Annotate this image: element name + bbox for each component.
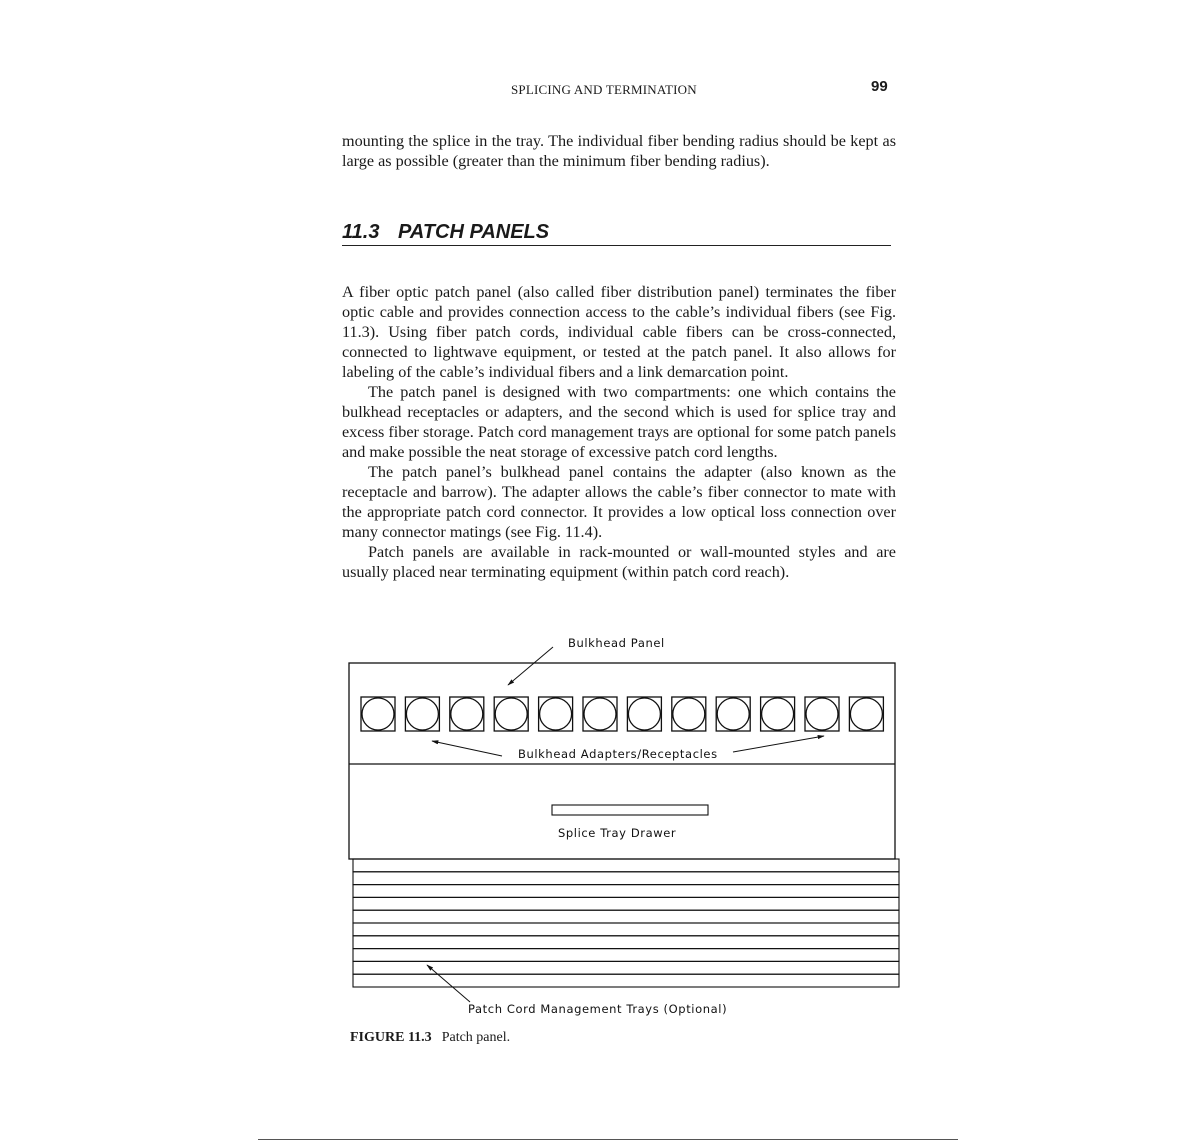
- running-head: SPLICING AND TERMINATION: [511, 82, 697, 97]
- bulkhead-panel-label: Bulkhead Panel: [568, 636, 665, 650]
- adapters-label: Bulkhead Adapters/Receptacles: [518, 747, 718, 761]
- section-title: PATCH PANELS: [398, 221, 550, 243]
- patch-cord-tray: [353, 923, 899, 936]
- bulkhead-adapter: [627, 697, 661, 731]
- bulkhead-adapter: [583, 697, 617, 731]
- patch-panel-figure: [340, 628, 910, 1018]
- adapters-arrow-right: [733, 736, 824, 752]
- section-number: 11.3: [342, 221, 380, 243]
- caption-id: FIGURE 11.3: [350, 1030, 432, 1045]
- paragraph: mounting the splice in the tray. The individual fiber bending radius should be kept as large as possible (greater than the minimum fiber bending radius).: [342, 132, 896, 170]
- bulkhead-adapter: [539, 697, 573, 731]
- patch-cord-tray: [353, 885, 899, 898]
- patch-cord-tray: [353, 859, 899, 872]
- patch-cord-trays: [353, 859, 899, 987]
- patch-trays-label: Patch Cord Management Trays (Optional): [468, 1002, 728, 1016]
- figure-caption: [350, 1030, 510, 1046]
- intro-paragraph: [342, 131, 896, 171]
- paragraph: The patch panel’s bulkhead panel contains the adapter (also known as the receptacle and barrow). The adapter allows the cable’s fiber connector to mate with the appropriate patch cord connector. It provides a low optical loss connection over many connector matings (see Fig. 11.4).: [342, 463, 896, 541]
- patch-cord-tray: [353, 897, 899, 910]
- bulkhead-adapter: [849, 697, 883, 731]
- patch-cord-tray: [353, 949, 899, 962]
- patch-cord-tray: [353, 936, 899, 949]
- bulkhead-adapter: [716, 697, 750, 731]
- bulkhead-adapter: [761, 697, 795, 731]
- bottom-rule: [258, 1139, 958, 1140]
- bulkhead-adapter: [494, 697, 528, 731]
- paragraph: The patch panel is designed with two compartments: one which contains the bulkhead receptacles or adapters, and the second which is used for splice tray and excess fiber storage. Patch cord management trays are optional for some patch panels and make possible the neat storage of excessive patch cord lengths.: [342, 383, 896, 461]
- patch-cord-tray: [353, 872, 899, 885]
- patch-panel-diagram: [340, 628, 910, 1018]
- page-number: 99: [871, 78, 888, 95]
- adapters-arrow-left: [432, 741, 502, 756]
- patch-cord-tray: [353, 974, 899, 987]
- paragraph: A fiber optic patch panel (also called fiber distribution panel) terminates the fiber optic cable and provides connection access to the cable’s individual fibers (see Fig. 11.3). Using fiber patch cords, individual cable fibers can be cross-connected, connected to lightwave equipment, or tested at the patch panel. It also allows for labeling of the cable’s individual fibers and a link demarcation point.: [342, 283, 896, 381]
- patch-trays-arrow: [427, 965, 470, 1002]
- bulkhead-adapters: [361, 697, 883, 731]
- paragraph: Patch panels are available in rack-mounted or wall-mounted styles and are usually placed near terminating equipment (within patch cord reach).: [342, 543, 896, 581]
- bulkhead-adapter: [805, 697, 839, 731]
- caption-text: Patch panel.: [441, 1030, 511, 1045]
- section-body: [342, 282, 896, 582]
- bulkhead-adapter: [361, 697, 395, 731]
- splice-tray-label: Splice Tray Drawer: [558, 826, 677, 840]
- splice-tray-drawer: [552, 805, 708, 815]
- bulkhead-adapter: [672, 697, 706, 731]
- bulkhead-adapter: [405, 697, 439, 731]
- section-heading: [342, 221, 891, 246]
- bulkhead-adapter: [450, 697, 484, 731]
- bulkhead-panel-arrow: [508, 647, 553, 685]
- patch-cord-tray: [353, 910, 899, 923]
